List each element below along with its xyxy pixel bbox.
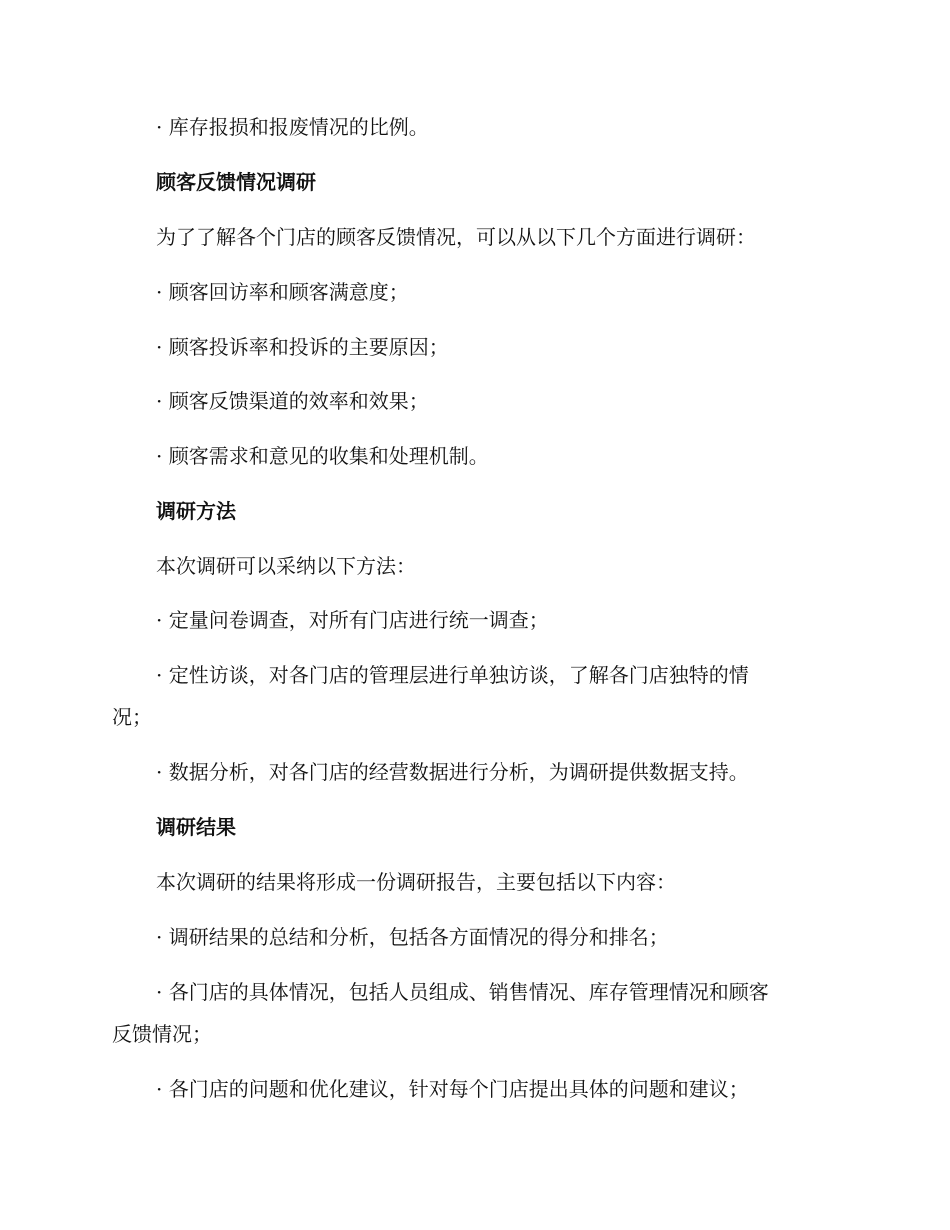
- bullet-item: · 调研结果的总结和分析，包括各方面情况的得分和排名；: [156, 925, 669, 949]
- section-heading: 顾客反馈情况调研: [156, 170, 316, 194]
- paragraph: 本次调研可以采纳以下方法：: [156, 554, 416, 578]
- bullet-item-continuation: 反馈情况；: [112, 1022, 212, 1046]
- section-heading: 调研结果: [156, 815, 236, 839]
- bullet-item: · 定性访谈，对各门店的管理层进行单独访谈，了解各门店独特的情: [156, 663, 749, 687]
- bullet-item: · 数据分析，对各门店的经营数据进行分析，为调研提供数据支持。: [156, 760, 749, 784]
- bullet-item: · 各门店的具体情况，包括人员组成、销售情况、库存管理情况和顾客: [156, 980, 769, 1004]
- bullet-item-continuation: 况；: [112, 705, 152, 729]
- paragraph: 本次调研的结果将形成一份调研报告，主要包括以下内容：: [156, 870, 676, 894]
- paragraph: 为了了解各个门店的顾客反馈情况，可以从以下几个方面进行调研：: [156, 225, 756, 249]
- bullet-item: · 库存报损和报废情况的比例。: [156, 115, 429, 139]
- bullet-item: · 顾客投诉率和投诉的主要原因；: [156, 335, 449, 359]
- bullet-item: · 顾客回访率和顾客满意度；: [156, 280, 409, 304]
- bullet-item: · 各门店的问题和优化建议，针对每个门店提出具体的问题和建议；: [156, 1077, 749, 1101]
- bullet-item: · 顾客需求和意见的收集和处理机制。: [156, 444, 489, 468]
- section-heading: 调研方法: [156, 499, 236, 523]
- bullet-item: · 顾客反馈渠道的效率和效果；: [156, 389, 429, 413]
- bullet-item: · 定量问卷调查，对所有门店进行统一调查；: [156, 608, 549, 632]
